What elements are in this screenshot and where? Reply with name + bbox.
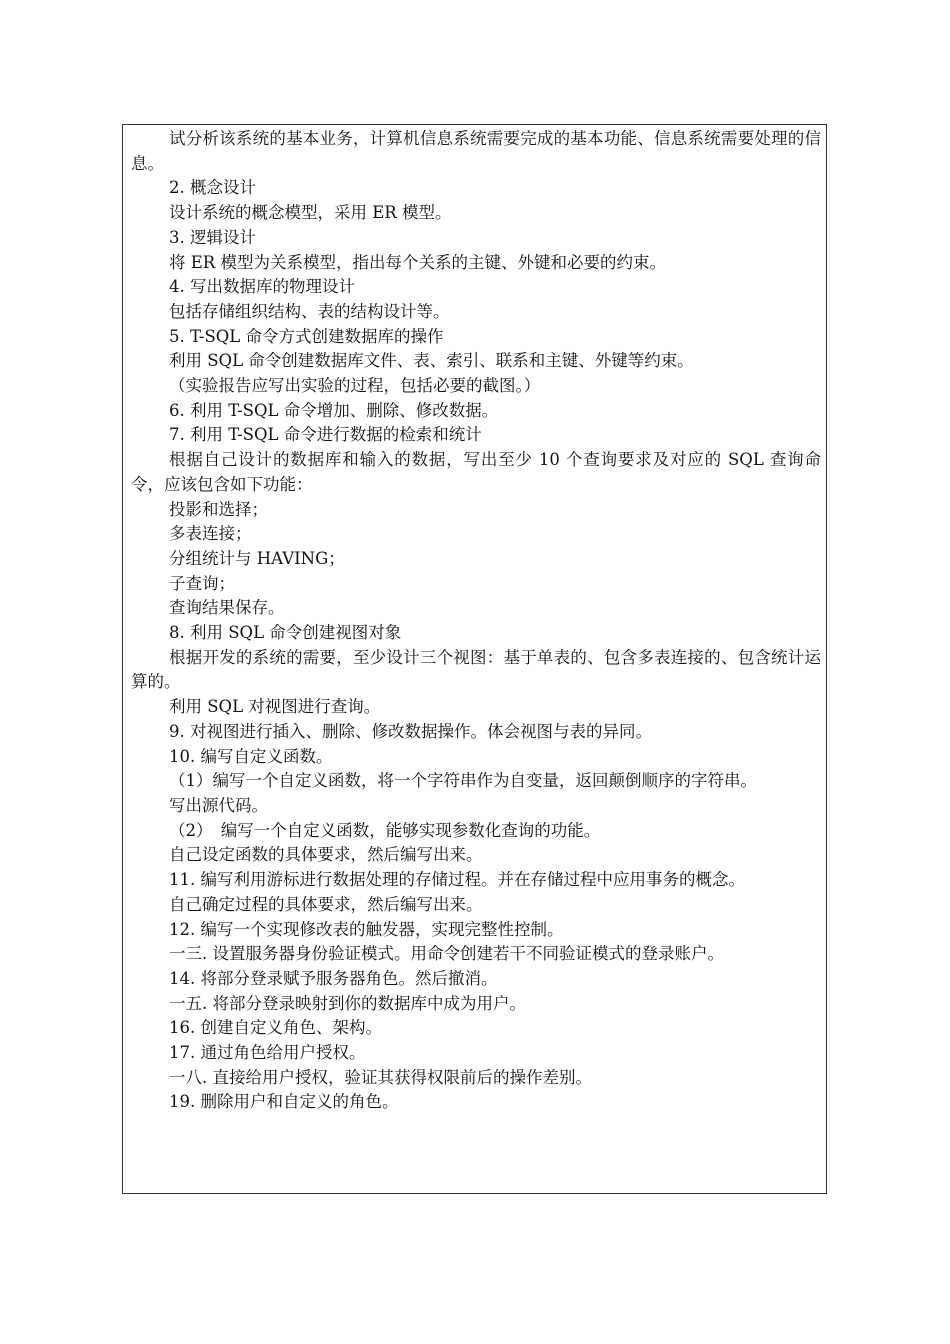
section-heading: 一三. 设置服务器身份验证模式。用命令创建若干不同验证模式的登录账户。 (169, 944, 724, 964)
section-heading: 5. T-SQL 命令方式创建数据库的操作 (169, 326, 444, 346)
section-heading: 12. 编写一个实现修改表的触发器，实现完整性控制。 (169, 919, 564, 939)
paragraph: 试分析该系统的基本业务，计算机信息系统需要完成的基本功能、信息系统需要处理的信息。 (131, 129, 821, 173)
section-heading: 16. 创建自定义角色、架构。 (169, 1018, 382, 1038)
paragraph: （2） 编写一个自定义函数，能够实现参数化查询的功能。 (169, 820, 601, 840)
paragraph: 利用 SQL 对视图进行查询。 (169, 697, 381, 717)
paragraph: 自己设定函数的具体要求，然后编写出来。 (169, 845, 483, 865)
section-heading: 2. 概念设计 (169, 178, 256, 198)
list-item: 多表连接； (169, 524, 252, 544)
section-heading: 一五. 将部分登录映射到你的数据库中成为用户。 (169, 993, 526, 1013)
paragraph: 设计系统的概念模型，采用 ER 模型。 (169, 203, 452, 223)
list-item: 查询结果保存。 (169, 598, 285, 618)
section-heading: 11. 编写利用游标进行数据处理的存储过程。并在存储过程中应用事务的概念。 (169, 870, 745, 890)
section-heading: 4. 写出数据库的物理设计 (169, 277, 355, 297)
section-heading: 17. 通过角色给用户授权。 (169, 1043, 366, 1063)
paragraph: 将 ER 模型为关系模型，指出每个关系的主键、外键和必要的约束。 (169, 252, 666, 272)
paragraph: 自己确定过程的具体要求，然后编写出来。 (169, 894, 483, 914)
list-item: 分组统计与 HAVING； (169, 548, 345, 568)
section-heading: 19. 删除用户和自定义的角色。 (169, 1092, 399, 1112)
section-heading: 8. 利用 SQL 命令创建视图对象 (169, 623, 402, 643)
paragraph: 根据开发的系统的需要，至少设计三个视图：基于单表的、包含多表连接的、包含统计运算的。 (131, 647, 821, 692)
paragraph: 包括存储组织结构、表的结构设计等。 (169, 301, 450, 321)
paragraph: 根据自己设计的数据库和输入的数据，写出至少 10 个查询要求及对应的 SQL 查询命令，应该包含如下功能： (131, 450, 821, 494)
paragraph: （实验报告应写出实验的过程，包括必要的截图。） (169, 376, 541, 396)
section-heading: 9. 对视图进行插入、删除、修改数据操作。体会视图与表的异同。 (169, 721, 652, 741)
paragraph: 写出源代码。 (169, 795, 268, 815)
section-heading: 3. 逻辑设计 (169, 227, 256, 247)
section-heading: 10. 编写自定义函数。 (169, 746, 333, 766)
section-heading: 一八. 直接给用户授权，验证其获得权限前后的操作差别。 (169, 1067, 592, 1087)
section-heading: 14. 将部分登录赋予服务器角色。然后撤消。 (169, 968, 498, 988)
list-item: 投影和选择； (169, 499, 268, 519)
paragraph: 利用 SQL 命令创建数据库文件、表、索引、联系和主键、外键等约束。 (169, 351, 694, 371)
section-heading: 6. 利用 T-SQL 命令增加、删除、修改数据。 (169, 400, 499, 420)
document-body (131, 127, 821, 1115)
section-heading: 7. 利用 T-SQL 命令进行数据的检索和统计 (169, 425, 482, 445)
list-item: 子查询； (169, 573, 235, 593)
paragraph: （1）编写一个自定义函数，将一个字符串作为自变量，返回颠倒顺序的字符串。 (169, 771, 757, 791)
